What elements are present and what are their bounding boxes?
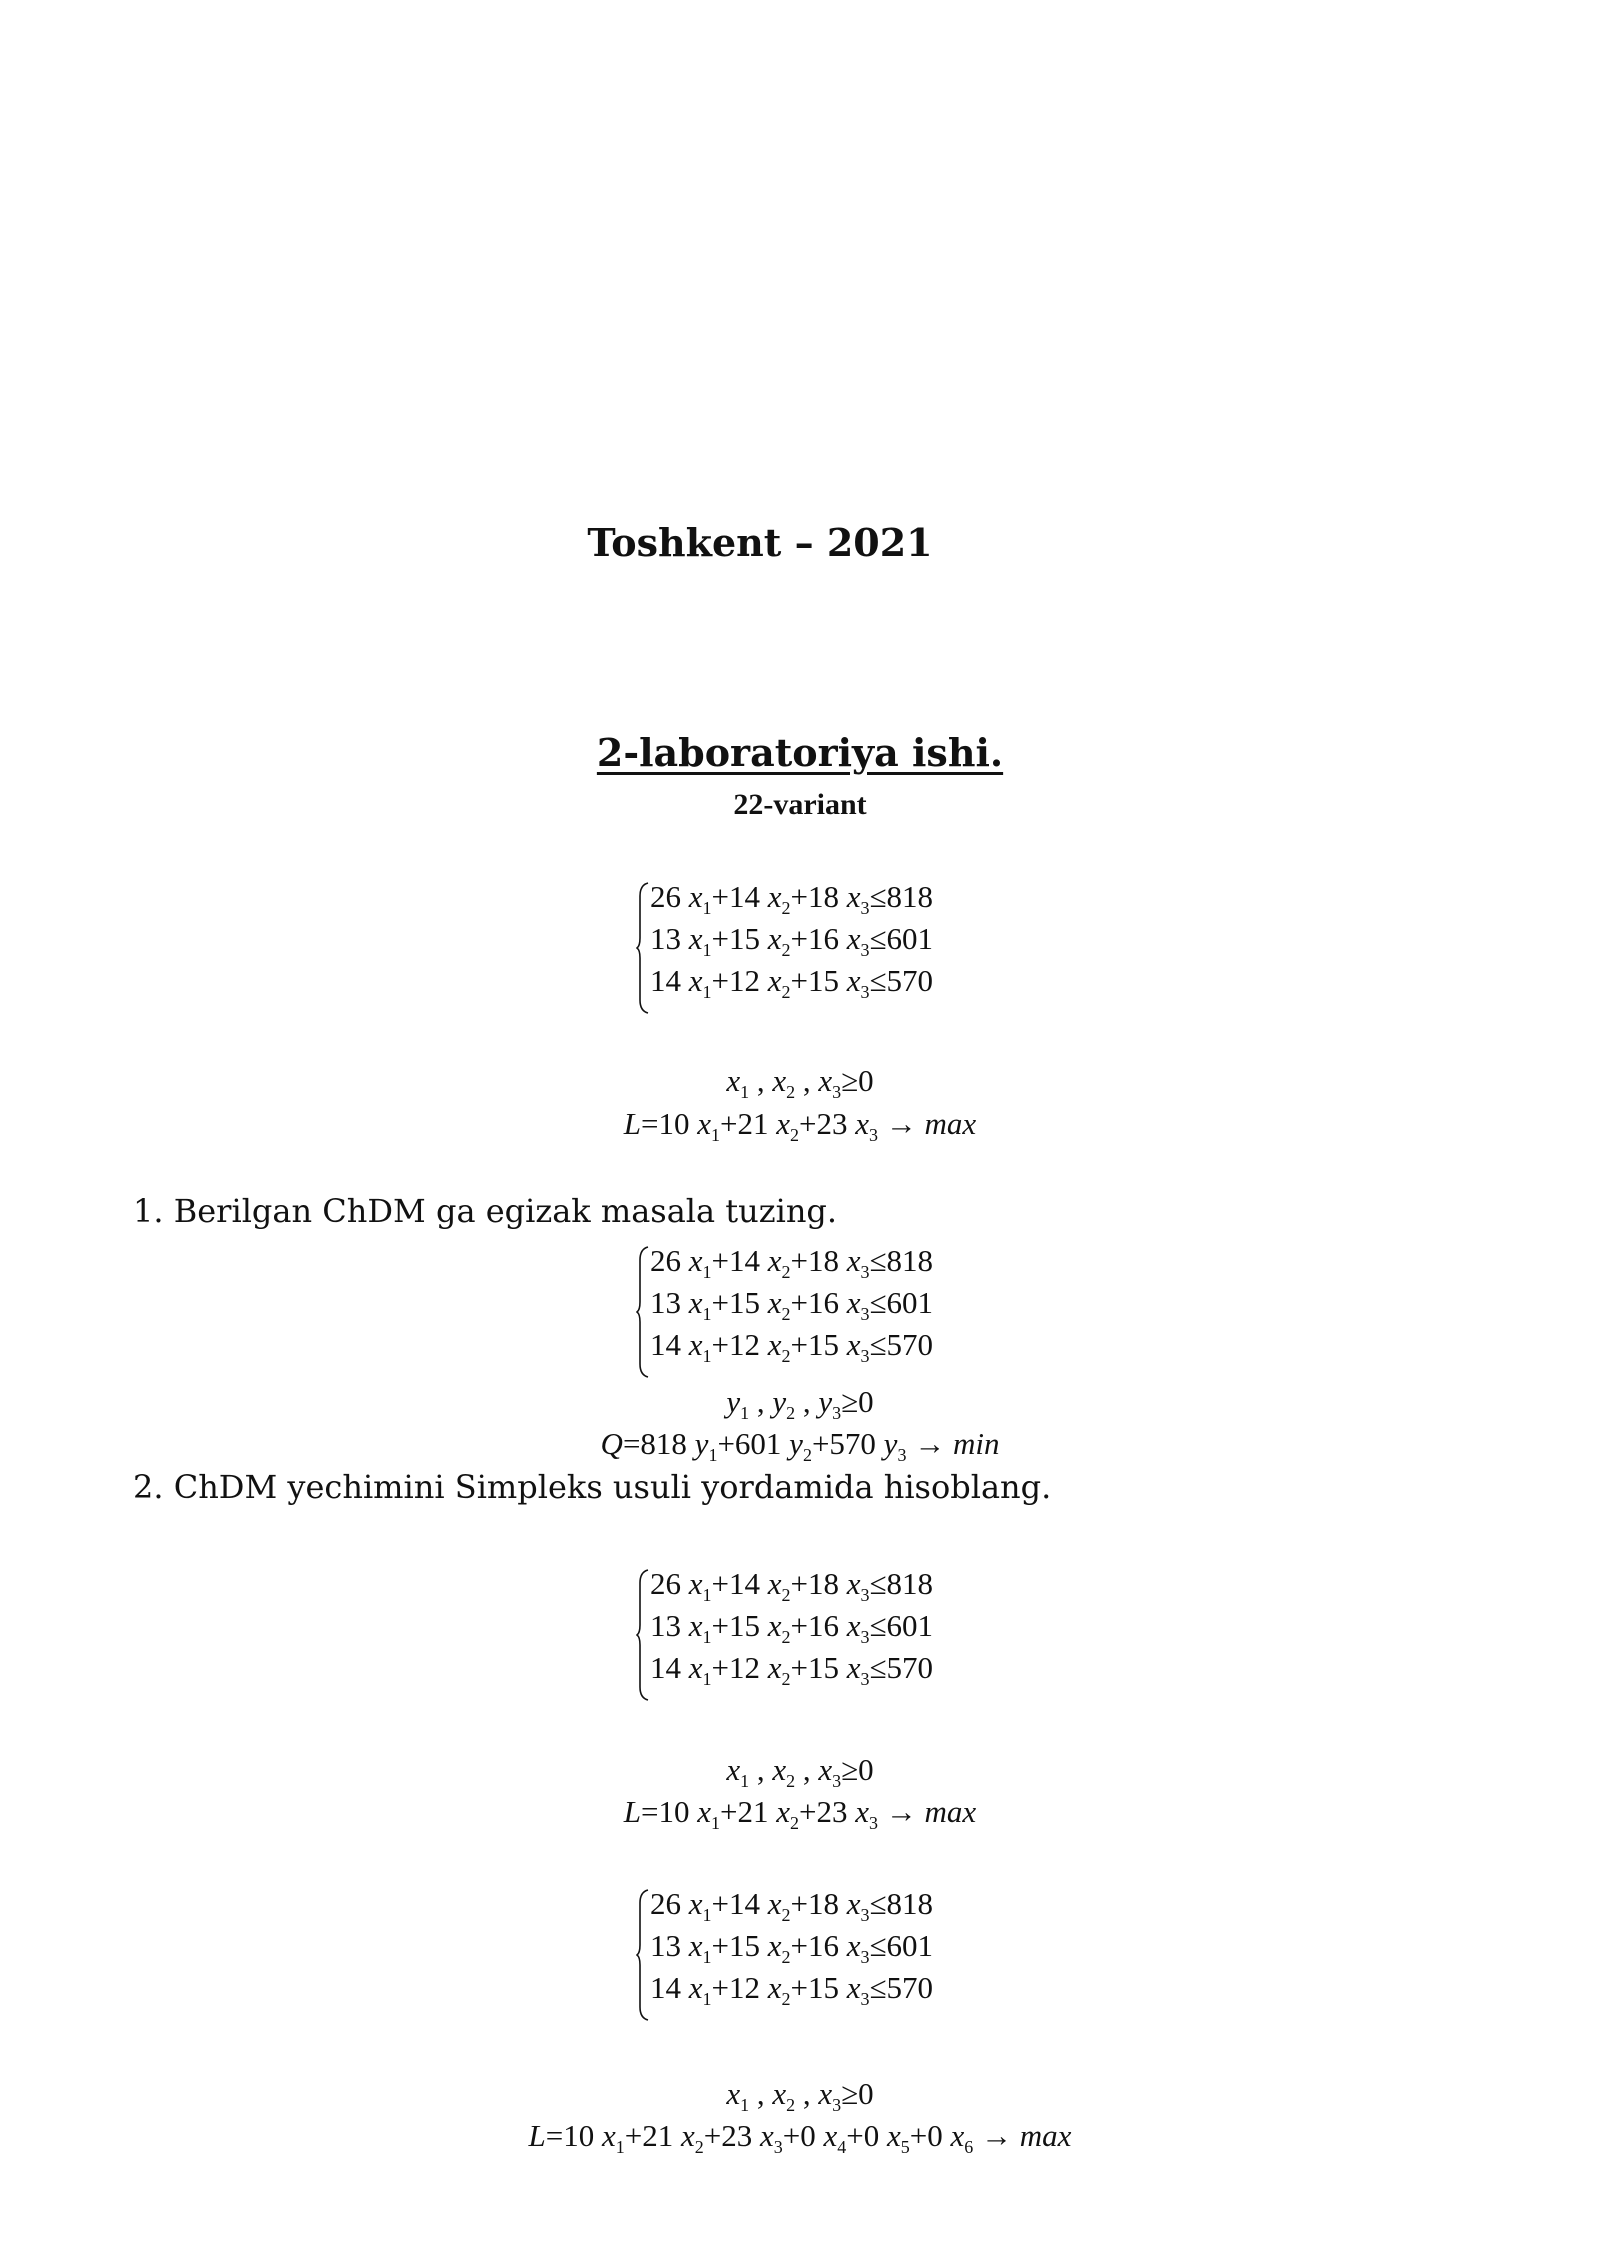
nonnegativity-x-2: $x_1$ , $x_2$ , $x_3\ge 0$	[726, 1752, 874, 1791]
constraint-row: 13 $x_1+15$ $x_2+16$ $x_3\le 601$	[650, 1285, 934, 1324]
constraint-row: 13 $x_1+15$ $x_2+16$ $x_3\le 601$	[650, 1928, 934, 1967]
left-brace-icon	[636, 1246, 650, 1378]
canonical-objective-function: L=10 $x_1+21$ $x_2+23$ $x_3+0$ $x_4+0$ $x_5+0$ $x_6 \to \max$	[528, 2118, 1072, 2157]
objective-function-2: L=10 $x_1+21$ $x_2+23$ $x_3 \to \max$	[623, 1794, 977, 1833]
variant-label: 22-variant	[733, 788, 867, 821]
constraint-row: 14 $x_1+12$ $x_2+15$ $x_3\le 570$	[650, 1650, 934, 1689]
left-brace-icon	[636, 1569, 650, 1701]
task-1-text: 1. Berilgan ChDM ga egizak masala tuzing.	[133, 1192, 838, 1230]
lab-title: 2-laboratoriya ishi.	[596, 730, 1004, 775]
constraint-row: 14 $x_1+12$ $x_2+15$ $x_3\le 570$	[650, 1327, 934, 1366]
dual-objective-function: Q=818 $y_1+601$ $y_2+570$ $y_3 \to \min$	[600, 1426, 1000, 1465]
task-2-text: 2. ChDM yechimini Simpleks usuli yordamida hisoblang.	[133, 1468, 1052, 1506]
constraint-row: 26 $x_1+14$ $x_2+18$ $x_3\le 818$	[650, 1243, 934, 1282]
constraint-row: 26 $x_1+14$ $x_2+18$ $x_3\le 818$	[650, 879, 934, 918]
constraint-row: 26 $x_1+14$ $x_2+18$ $x_3\le 818$	[650, 1566, 934, 1605]
constraint-row: 13 $x_1+15$ $x_2+16$ $x_3\le 601$	[650, 1608, 934, 1647]
constraint-row: 26 $x_1+14$ $x_2+18$ $x_3\le 818$	[650, 1886, 934, 1925]
constraint-row: 14 $x_1+12$ $x_2+15$ $x_3\le 570$	[650, 963, 934, 1002]
nonnegativity-x-1: $x_1$ , $x_2$ , $x_3\ge 0$	[726, 1063, 874, 1102]
constraint-row: 14 $x_1+12$ $x_2+15$ $x_3\le 570$	[650, 1970, 934, 2009]
nonnegativity-y: $y_1$ , $y_2$ , $y_3\ge 0$	[726, 1384, 874, 1423]
left-brace-icon	[636, 882, 650, 1014]
left-brace-icon	[636, 1889, 650, 2021]
objective-function-1: L=10 $x_1+21$ $x_2+23$ $x_3 \to \max$	[623, 1106, 977, 1145]
nonnegativity-x-3: $x_1$ , $x_2$ , $x_3\ge 0$	[726, 2076, 874, 2115]
constraint-row: 13 $x_1+15$ $x_2+16$ $x_3\le 601$	[650, 921, 934, 960]
city-year-heading: Toshkent – 2021	[587, 520, 933, 565]
